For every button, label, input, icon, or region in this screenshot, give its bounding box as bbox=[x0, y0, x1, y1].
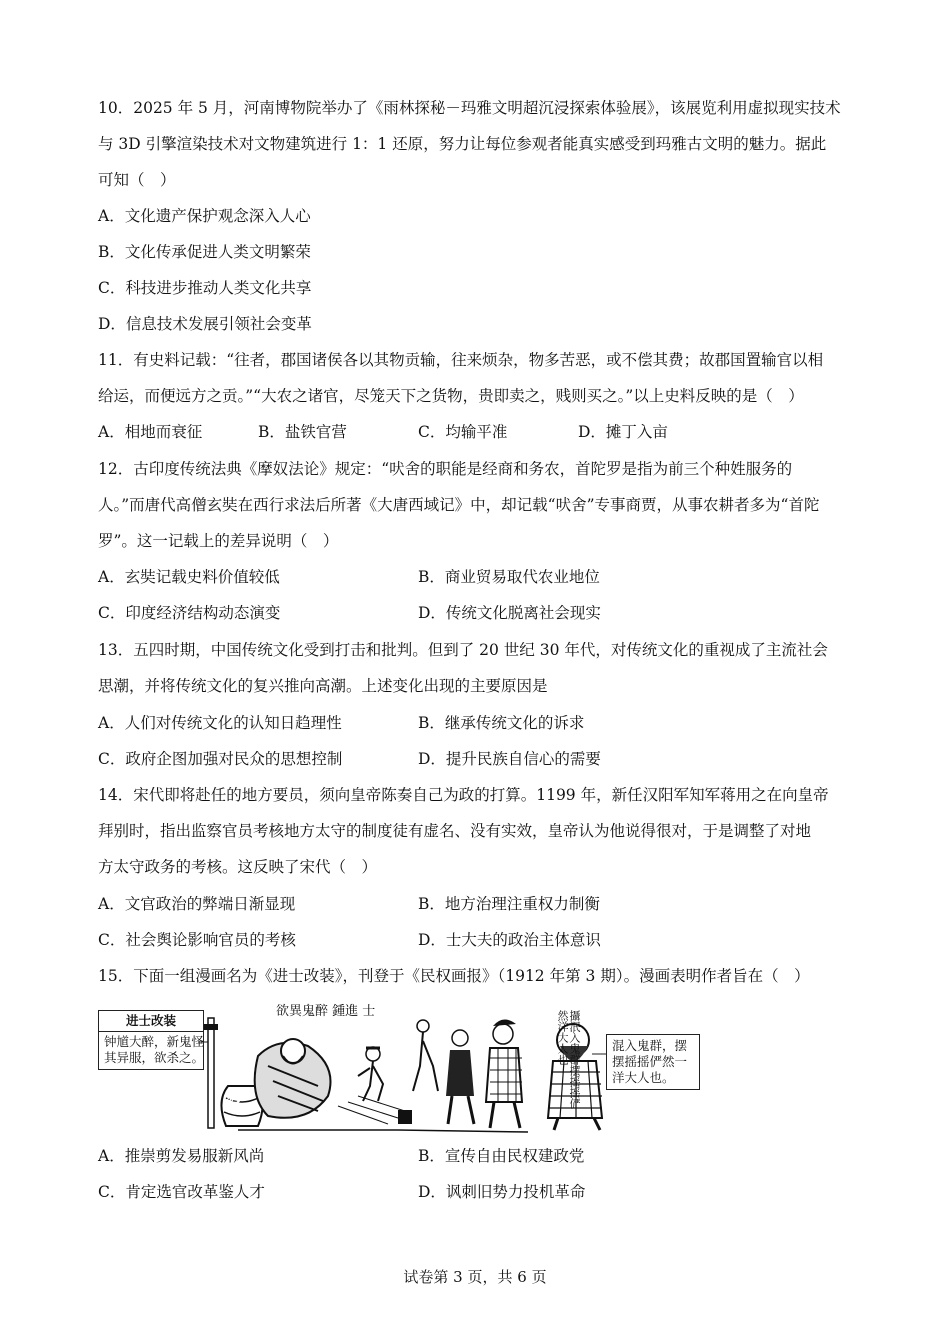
option-d[interactable]: D．讽刺旧势力投机革命 bbox=[418, 1183, 586, 1201]
option-b[interactable]: B．盐铁官营 bbox=[258, 423, 347, 441]
connector-line bbox=[592, 1052, 606, 1056]
option-d[interactable]: D．信息技术发展引领社会变革 bbox=[98, 315, 312, 333]
option-d[interactable]: D．传统文化脱离社会现实 bbox=[418, 604, 601, 622]
caption-line: 混入鬼群，摆 bbox=[612, 1038, 688, 1053]
options-14 bbox=[98, 886, 738, 958]
caption-line: 钟馗大醉，新鬼怪 bbox=[104, 1034, 205, 1049]
options-13 bbox=[98, 705, 738, 777]
option-c[interactable]: C．均输平准 bbox=[418, 423, 508, 441]
question-10 bbox=[98, 90, 860, 198]
handwritten-caption-right: 攝泯入鬼群摆摇摇俨然洋大人也 bbox=[556, 1010, 581, 1109]
caption-line: 摆摇摇俨然一 bbox=[612, 1054, 688, 1069]
option-c[interactable]: C．印度经济结构动态演变 bbox=[98, 604, 281, 622]
option-a[interactable]: A．人们对传统文化的认知日趋理性 bbox=[98, 714, 342, 732]
question-line: 与 3D 引擎渲染技术对文物建筑进行 1：1 还原，努力让每位参观者能真实感受到玛雅古文明的魅力。据此 bbox=[98, 135, 827, 153]
option-b[interactable]: B．商业贸易取代农业地位 bbox=[418, 568, 600, 586]
caption-line: 其异服，欲杀之。 bbox=[104, 1050, 205, 1065]
option-c[interactable]: C．肯定选官改革鉴人才 bbox=[98, 1183, 265, 1201]
jar-character: 纷 bbox=[226, 1096, 240, 1112]
option-d[interactable]: D．士大夫的政治主体意识 bbox=[418, 931, 601, 949]
options-15 bbox=[98, 1138, 738, 1210]
option-b[interactable]: B．宣传自由民权建政党 bbox=[418, 1147, 585, 1165]
option-a[interactable]: A．玄奘记载史料价值较低 bbox=[98, 568, 280, 586]
options-11 bbox=[98, 414, 738, 450]
options-10 bbox=[98, 198, 312, 342]
caption-box-left bbox=[98, 1010, 204, 1070]
question-11 bbox=[98, 342, 860, 414]
question-line: 13．五四时期，中国传统文化受到打击和批判。但到了 20 世纪 30 年代，对传统文化的重视成了主流社会 bbox=[98, 641, 828, 659]
option-c[interactable]: C．科技进步推动人类文化共享 bbox=[98, 279, 312, 297]
option-c[interactable]: C．政府企图加强对民众的思想控制 bbox=[98, 750, 343, 768]
question-line: 罗”。这一记载上的差异说明（ ） bbox=[98, 532, 339, 550]
question-12 bbox=[98, 451, 860, 559]
option-b[interactable]: B．文化传承促进人类文明繁荣 bbox=[98, 243, 311, 261]
option-b[interactable]: B．继承传统文化的诉求 bbox=[418, 714, 585, 732]
options-12 bbox=[98, 559, 738, 631]
handwritten-caption-top: 欲異鬼醉 鍾進 士 bbox=[276, 1004, 376, 1019]
option-d[interactable]: D．摊丁入亩 bbox=[578, 423, 668, 441]
caption-line: 洋大人也。 bbox=[612, 1070, 675, 1085]
caption-box-right bbox=[606, 1034, 700, 1090]
option-d[interactable]: D．提升民族自信心的需要 bbox=[418, 750, 601, 768]
question-line: 思潮，并将传统文化的复兴推向高潮。上述变化出现的主要原因是 bbox=[98, 677, 548, 695]
question-line: 可知（ ） bbox=[98, 171, 176, 189]
question-line: 12．古印度传统法典《摩奴法论》规定：“吠舍的职能是经商和务农，首陀罗是指为前三个种姓服务的 bbox=[98, 460, 793, 478]
option-c[interactable]: C．社会舆论影响官员的考核 bbox=[98, 931, 296, 949]
question-line: 11．有史料记载：“往者，郡国诸侯各以其物贡输，往来烦杂，物多苦恶，或不偿其费；故郡国置输官以相 bbox=[98, 351, 824, 369]
option-a[interactable]: A．文化遗产保护观念深入人心 bbox=[98, 207, 311, 225]
caption-title: 进士改装 bbox=[99, 1011, 203, 1032]
option-b[interactable]: B．地方治理注重权力制衡 bbox=[418, 895, 600, 913]
question-line: 人。”而唐代高僧玄奘在西行求法后所著《大唐西域记》中，却记载“吠舍”专事商贾，从事农耕者多为“首陀 bbox=[98, 496, 820, 514]
page-footer: 试卷第 3 页，共 6 页 bbox=[403, 1268, 547, 1286]
option-a[interactable]: A．文官政治的弊端日渐显现 bbox=[98, 895, 296, 913]
question-line: 15．下面一组漫画名为《进士改装》，刊登于《民权画报》（1912 年第 3 期）。漫画表明作者旨在（ ） bbox=[98, 967, 810, 985]
option-a[interactable]: A．相地而衰征 bbox=[98, 423, 203, 441]
question-15 bbox=[98, 958, 860, 994]
cartoon-figure bbox=[98, 1006, 702, 1134]
question-13 bbox=[98, 632, 860, 704]
question-line: 给运，而便远方之贡。”“大农之诸官，尽笼天下之货物，贵即卖之，贱则买之。”以上史料反映的是（ ） bbox=[98, 387, 804, 405]
option-a[interactable]: A．推崇剪发易服新风尚 bbox=[98, 1147, 265, 1165]
question-14 bbox=[98, 777, 860, 885]
question-line: 14．宋代即将赴任的地方要员，须向皇帝陈奏自己为政的打算。1199 年，新任汉阳军知军蒋用之在向皇帝 bbox=[98, 786, 829, 804]
question-line: 10．2025 年 5 月，河南博物院举办了《雨林探秘－玛雅文明超沉浸探索体验展》，该展览利用虚拟现实技术 bbox=[98, 99, 841, 117]
question-line: 方太守政务的考核。这反映了宋代（ ） bbox=[98, 858, 378, 876]
question-line: 拜别时，指出监察官员考核地方太守的制度徒有虚名、没有实效，皇帝认为他说得很对，于是调整了对地 bbox=[98, 822, 812, 840]
